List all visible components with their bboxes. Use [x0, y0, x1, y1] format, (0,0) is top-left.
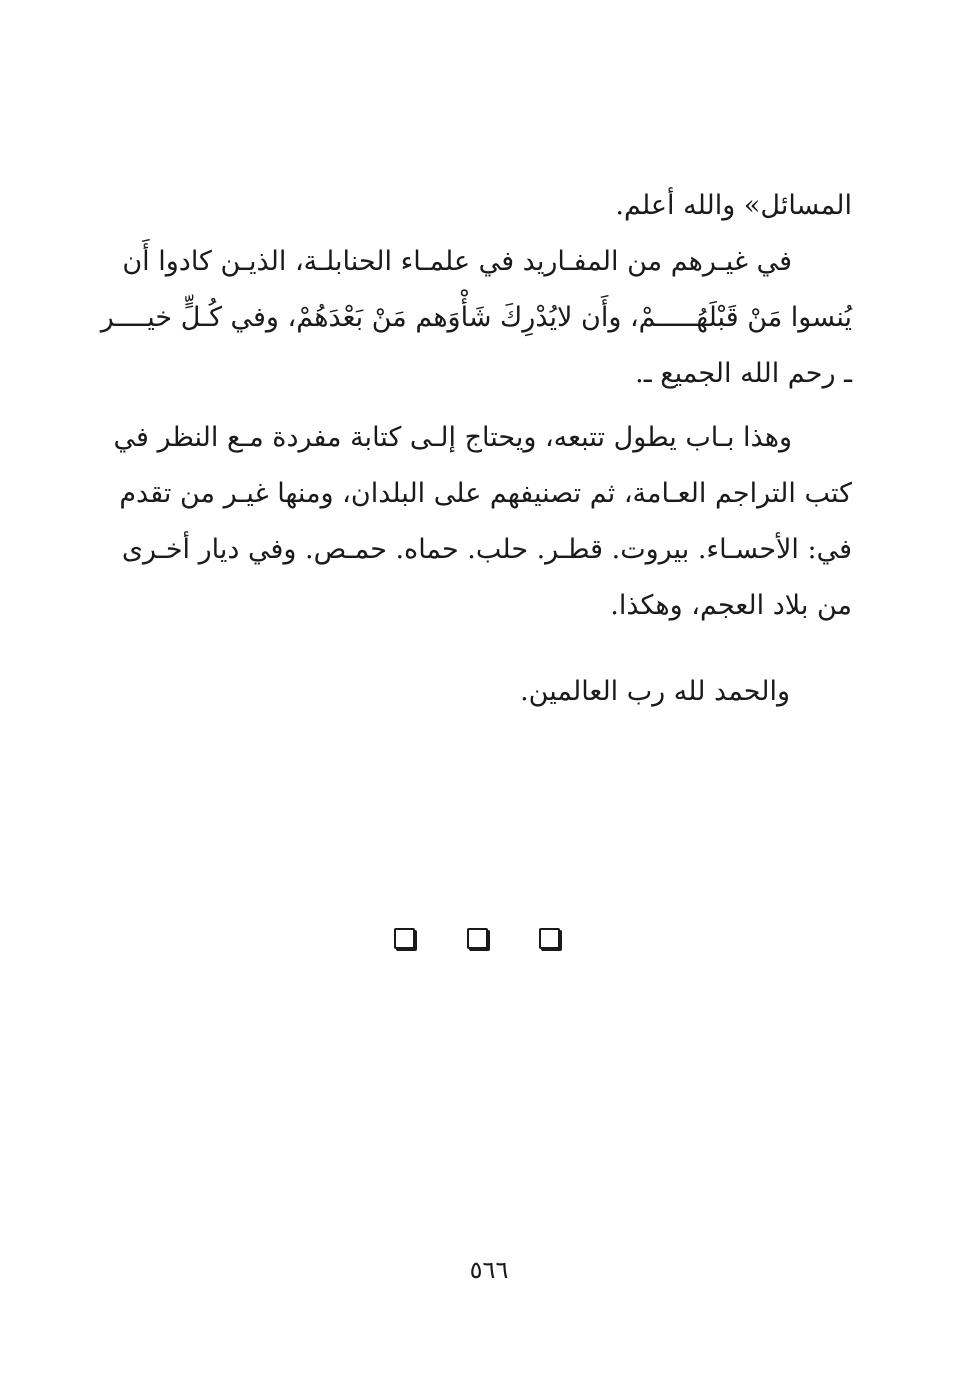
body-text — [100, 178, 852, 634]
square-ornament-icon — [467, 928, 488, 949]
square-ornament-icon — [394, 928, 415, 949]
section-end-ornament — [394, 928, 560, 952]
text-line: من بلاد العجم، وهكذا. — [610, 590, 852, 621]
text-line: كتب التراجم العـامة، ثم تصنيفهم على البلدان، ومنها غيـر من تقدم — [119, 478, 852, 509]
closing-line: والحمد لله رب العالمين. — [520, 676, 790, 707]
text-line: ـ رحم الله الجميع ـ. — [635, 358, 852, 389]
square-ornament-icon — [539, 928, 560, 949]
text-line: يُنسوا مَنْ قَبْلَهُـــــمْ، وأَن لايُدْرِكَ شَأْوَهم مَنْ بَعْدَهُمْ، وفي كُـلٍّ خيــــر — [100, 302, 852, 333]
text-line: وهذا بـاب يطول تتبعه، ويحتاج إلـى كتابة مفردة مـع النظر في — [113, 422, 792, 453]
text-line: في: الأحسـاء. بيروت. قطـر. حلب. حماه. حمـص. وفي ديار أخـرى — [121, 534, 852, 565]
text-line: المسائل» والله أعلم. — [615, 190, 852, 221]
text-line: في غيـرهم من المفـاريد في علمـاء الحنابلـة، الذيـن كادوا أَن — [122, 246, 792, 277]
page-number: ٥٦٦ — [469, 1256, 509, 1284]
